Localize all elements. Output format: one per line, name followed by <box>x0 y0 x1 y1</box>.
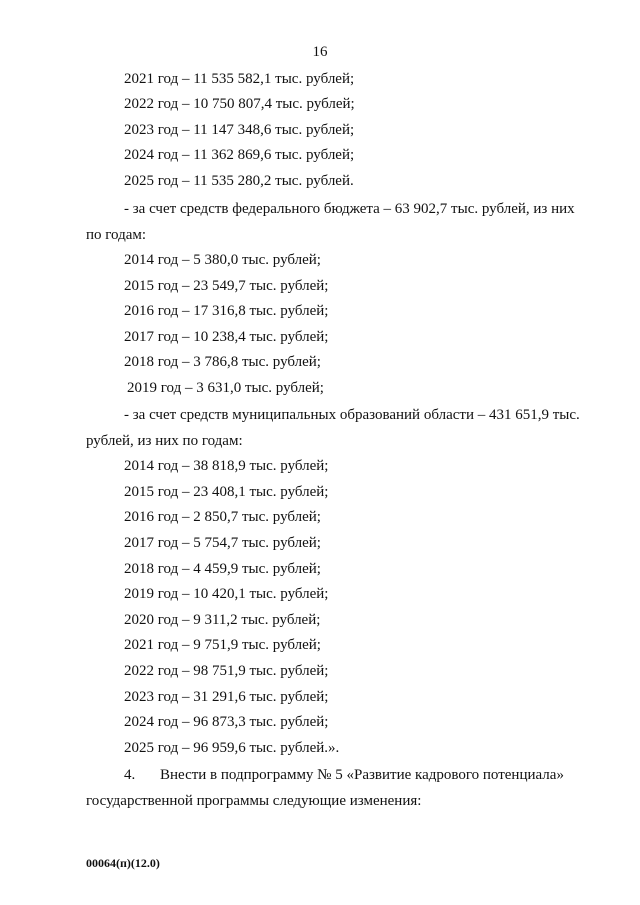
item-4-line2: государственной программы следующие изменения: <box>86 793 422 809</box>
year-line-2024: 2024 год – 11 362 869,6 тыс. рублей; <box>124 147 355 163</box>
item-4-number: 4. <box>124 767 136 783</box>
municipal-paragraph-line2: рублей, из них по годам: <box>86 433 243 449</box>
year-line-2021: 2021 год – 11 535 582,1 тыс. рублей; <box>124 71 355 87</box>
municipal-year-2015: 2015 год – 23 408,1 тыс. рублей; <box>124 484 329 500</box>
federal-budget-paragraph-line1: - за счет средств федерального бюджета – 63 902,7 тыс. рублей, из них <box>124 201 575 217</box>
federal-budget-paragraph-line2: по годам: <box>86 227 147 243</box>
year-line-2025: 2025 год – 11 535 280,2 тыс. рублей. <box>124 173 354 189</box>
item-4-line1 <box>124 766 564 784</box>
federal-year-2014: 2014 год – 5 380,0 тыс. рублей; <box>124 252 321 268</box>
municipal-year-2024: 2024 год – 96 873,3 тыс. рублей; <box>124 714 329 730</box>
municipal-year-2025: 2025 год – 96 959,6 тыс. рублей.». <box>124 740 340 756</box>
municipal-year-2014: 2014 год – 38 818,9 тыс. рублей; <box>124 458 329 474</box>
municipal-year-2020: 2020 год – 9 311,2 тыс. рублей; <box>124 612 321 628</box>
municipal-year-2022: 2022 год – 98 751,9 тыс. рублей; <box>124 663 329 679</box>
municipal-year-2023: 2023 год – 31 291,6 тыс. рублей; <box>124 689 329 705</box>
municipal-year-2021: 2021 год – 9 751,9 тыс. рублей; <box>124 637 321 653</box>
federal-year-2017: 2017 год – 10 238,4 тыс. рублей; <box>124 329 329 345</box>
page-number: 16 <box>312 44 328 60</box>
municipal-paragraph-line1: - за счет средств муниципальных образований области – 431 651,9 тыс. <box>124 407 580 423</box>
footer-document-code: 00064(п)(12.0) <box>86 856 160 870</box>
federal-year-2015: 2015 год – 23 549,7 тыс. рублей; <box>124 278 329 294</box>
year-line-2023: 2023 год – 11 147 348,6 тыс. рублей; <box>124 122 355 138</box>
municipal-year-2019: 2019 год – 10 420,1 тыс. рублей; <box>124 586 329 602</box>
year-line-2022: 2022 год – 10 750 807,4 тыс. рублей; <box>124 96 355 112</box>
municipal-year-2016: 2016 год – 2 850,7 тыс. рублей; <box>124 509 321 525</box>
item-4-text: Внести в подпрограмму № 5 «Развитие кадрового потенциала» <box>160 767 564 783</box>
federal-year-2018: 2018 год – 3 786,8 тыс. рублей; <box>124 354 321 370</box>
federal-year-2016: 2016 год – 17 316,8 тыс. рублей; <box>124 303 329 319</box>
federal-year-2019: 2019 год – 3 631,0 тыс. рублей; <box>127 380 324 396</box>
municipal-year-2018: 2018 год – 4 459,9 тыс. рублей; <box>124 561 321 577</box>
municipal-year-2017: 2017 год – 5 754,7 тыс. рублей; <box>124 535 321 551</box>
